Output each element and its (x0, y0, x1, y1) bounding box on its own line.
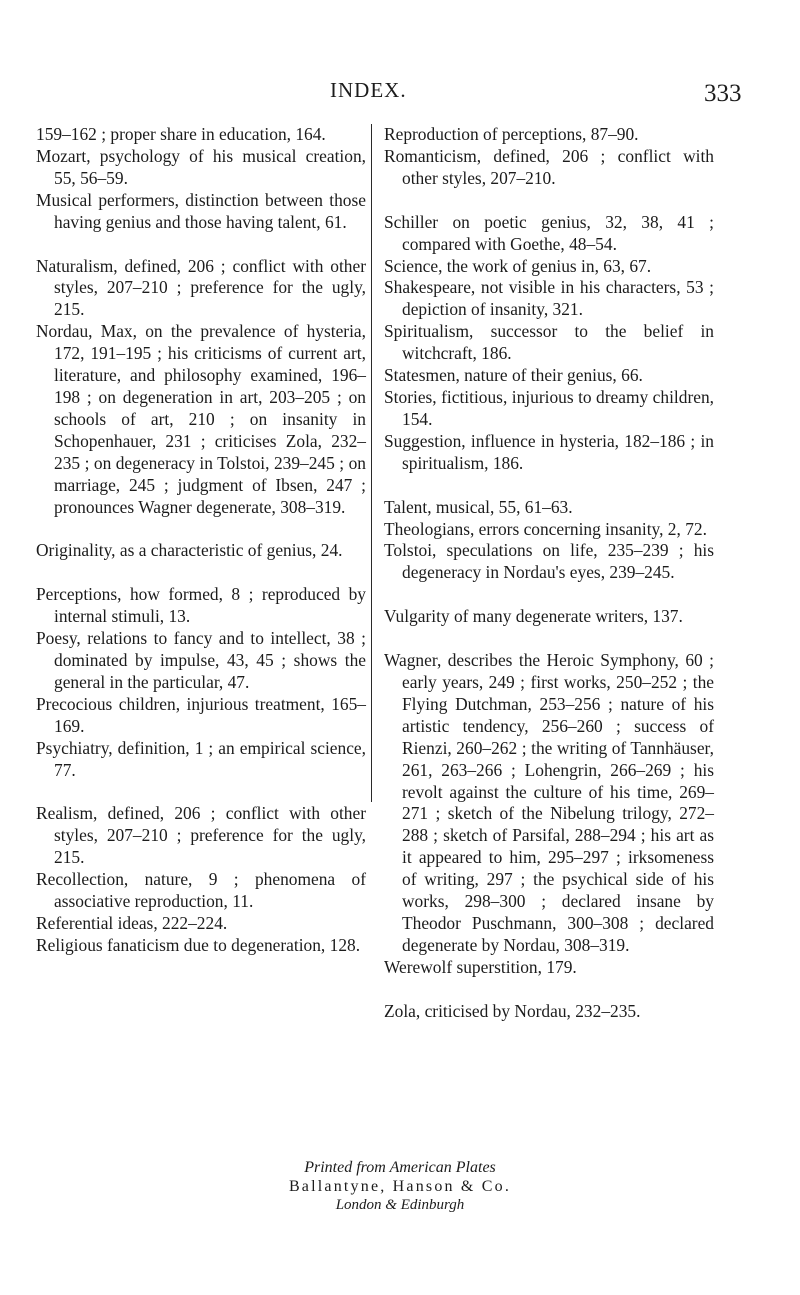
index-entry: Stories, fictitious, injurious to dreamy children, 154. (384, 386, 714, 429)
index-column-left (36, 124, 366, 957)
running-head (0, 72, 800, 112)
index-entry: Shakespeare, not visible in his characters, 53 ; depiction of insanity, 321. (384, 277, 714, 320)
index-entry: Psychiatry, definition, 1 ; an empirical science, 77. (36, 737, 366, 780)
index-entry: Musical performers, distinction between those having genius and those having talent, 61. (36, 189, 366, 232)
index-entry: Statesmen, nature of their genius, 66. (384, 365, 643, 386)
page-header-title: INDEX. (330, 78, 407, 102)
index-entry: Poesy, relations to fancy and to intellect, 38 ; dominated by impulse, 43, 45 ; shows the general in the particular, 47. (36, 628, 366, 692)
index-entry: Reproduction of perceptions, 87–90. (384, 124, 639, 144)
index-entry: Romanticism, defined, 206 ; conflict with other styles, 207–210. (384, 145, 714, 188)
index-entry: Tolstoi, speculations on life, 235–239 ; his degeneracy in Nordau's eyes, 239–245. (384, 540, 714, 583)
index-entry: Precocious children, injurious treatment, 165–169. (36, 693, 366, 736)
column-divider (371, 124, 372, 802)
index-entry: 159–162 ; proper share in education, 164. (36, 124, 326, 144)
index-entry: Referential ideas, 222–224. (36, 913, 228, 933)
index-entry: Nordau, Max, on the prevalence of hysteria, 172, 191–195 ; his criticisms of current art, literature, and philosophy examined, 196–198 ; on degeneration in art, 203–205 ; on schools of art, 210 ; on insanity in Schopenhauer, 231 ; criticises Zola, 232–235 ; on degeneracy in Tolstoi, 239–245 ; on marriage, 245 ; judgment of Ibsen, 247 ; pronounces Wagner degenerate, 308–319. (36, 321, 366, 517)
colophon-plates-line: Printed from American Plates (304, 1159, 496, 1176)
index-entry: Originality, as a characteristic of genius, 24. (36, 540, 343, 561)
index-entry: Werewolf superstition, 179. (384, 956, 577, 977)
index-entry: Religious fanaticism due to degeneration, 128. (36, 934, 361, 955)
index-entry: Wagner, describes the Heroic Symphony, 60 ; early years, 249 ; first works, 250–252 ; the Flying Dutchman, 253–256 ; nature of his artistic tendency, 256–260 ; success of Rienzi, 260–262 ; the writing of Tannhäuser, 261, 263–266 ; Lohengrin, 266–269 ; his revolt against the culture of his time, 269–271 ; sketch of the Nibelung trilogy, 272–288 ; sketch of Parsifal, 288–294 ; his art as it appeared to him, 295–297 ; irksomeness of writing, 297 ; the psychical side of his works, 298–300 ; declared insane by Theodor Puschmann, 300–308 ; declared degenerate by Nordau, 308–319. (384, 650, 714, 955)
index-entry: Vulgarity of many degenerate writers, 137. (384, 606, 683, 627)
page-number: 333 (704, 80, 742, 107)
index-entry: Schiller on poetic genius, 32, 38, 41 ; compared with Goethe, 48–54. (384, 211, 714, 254)
index-entry: Spiritualism, successor to the belief in witchcraft, 186. (384, 321, 714, 364)
index-column-right (384, 124, 714, 1023)
index-entry: Zola, criticised by Nordau, 232–235. (384, 1000, 641, 1021)
index-entry: Suggestion, influence in hysteria, 182–186 ; in spiritualism, 186. (384, 430, 714, 473)
colophon-printer-line: Ballantyne, Hanson & Co. (288, 1178, 512, 1195)
index-entry: Theologians, errors concerning insanity, 2, 72. (384, 518, 707, 539)
index-entry: Science, the work of genius in, 63, 67. (384, 255, 652, 276)
colophon-location-line: London & Edinburgh (335, 1197, 465, 1213)
index-entry: Recollection, nature, 9 ; phenomena of associative reproduction, 11. (36, 869, 366, 912)
index-entry: Realism, defined, 206 ; conflict with other styles, 207–210 ; preference for the ugly, 215. (36, 803, 366, 868)
index-entry: Talent, musical, 55, 61–63. (384, 496, 573, 517)
index-entry: Mozart, psychology of his musical creation, 55, 56–59. (36, 145, 366, 188)
index-entry: Naturalism, defined, 206 ; conflict with other styles, 207–210 ; preference for the ugly, 215. (36, 255, 366, 320)
printer-colophon (0, 1158, 800, 1215)
index-entry: Perceptions, how formed, 8 ; reproduced by internal stimuli, 13. (36, 584, 366, 627)
